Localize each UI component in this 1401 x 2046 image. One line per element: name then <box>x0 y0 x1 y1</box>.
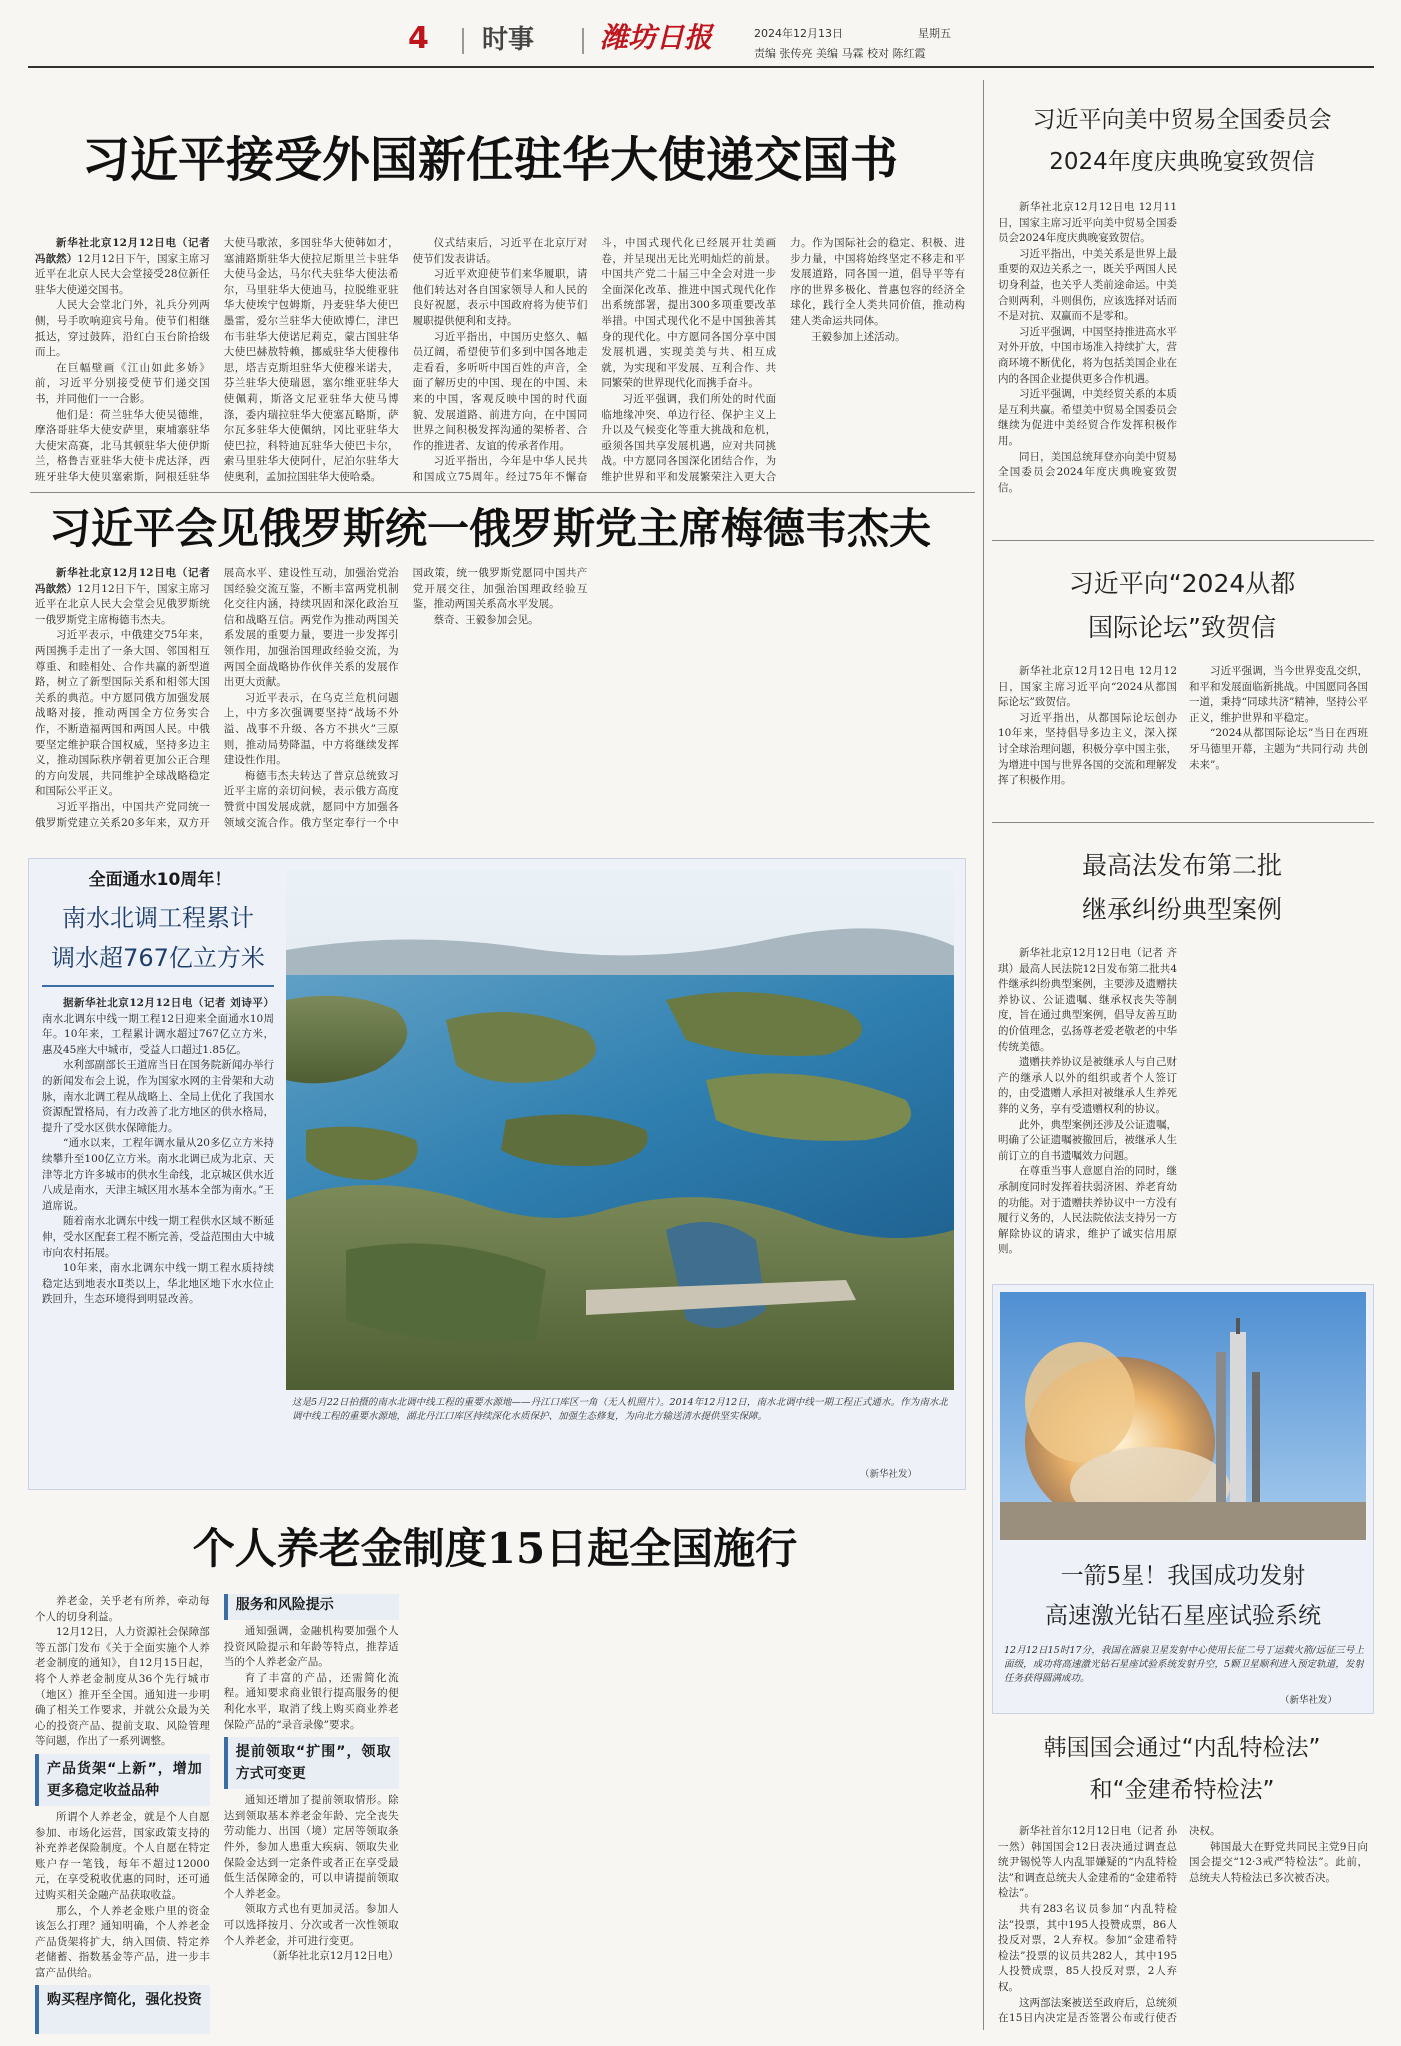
side-headline-2: 继承纠纷典型案例 <box>1081 895 1282 924</box>
dateline: 新华社北京12月12日电（记者 冯歆然） <box>35 567 210 595</box>
paragraph: 习近平指出，从都国际论坛创办10年来，坚持倡导多边主义，深入探讨全球治理问题，积极分享中国主张，为增进中国与世界各国的交流和理解发挥了积极作用。 <box>998 711 1177 787</box>
rocket-credit: （新华社发） <box>1280 1695 1338 1706</box>
paragraph: 共有283名议员参加“内乱特检法”投票，其中195人投赞成票，86人投反对票，2人弃权。参加“金建希特检法”投票的议员共282人，其中195人投赞成票，85人投反对票，2人弃权。 <box>998 1902 1177 1993</box>
paragraph: 新华社北京12月12日电 12月11日，国家主席习近平向美中贸易全国委员会2024年度庆典晚宴致贺信。 <box>998 201 1177 245</box>
paragraph: 新华社首尔12月12日电（记者 孙一然）韩国国会12日表决通过调查总统尹锡悦等人内乱罪嫌疑的“内乱特检法”和调查总统夫人金建希的“金建希特检法”。 <box>998 1825 1177 1900</box>
paragraph: 习近平强调，当今世界变乱交织，和平和发展面临新挑战。中国愿同各国一道，秉持“同球共济”精神，坚持公平正义，维护世界和平稳定。 <box>1189 665 1368 724</box>
side-body <box>998 664 1368 814</box>
header-separator <box>462 28 464 54</box>
paragraph: 通知还增加了提前领取情形。除达到领取基本养老金年龄、完全丧失劳动能力、出国（境）定居等领取条件外，参加人患重大疾病、领取失业保险金达到一定条件或者正在享受最低生活保障金的，可以申请提前领取个人养老金。 <box>223 1794 399 1900</box>
header-separator-2 <box>582 28 584 54</box>
side-headline-2: 和“金建希特检法” <box>1089 1777 1275 1803</box>
article-body <box>35 1594 965 2034</box>
paragraph: 养老金，关乎老有所养，牵动每个人的切身利益。 <box>35 1595 210 1623</box>
feature-body: 据新华社北京12月12日电（记者 刘诗平）南水北调东中线一期工程12日迎来全面通水10周年。10年来，工程累计调水超过767亿立方米，惠及45座大中城市，受益人口超过1.85亿。 水利部副部长王道席当日在国务院新闻办举行的新闻发布会上说，作为国家水网的主骨架和大动脉，南水北调工程从战略上、全局上优化了我国水资源配置格局，有力改善了北方地区的供水格局，提升了受水区供水保障能力。 “通水以来，工程年调水量从20多亿立方米持续攀升至100亿立方米。南水北调已成为北京、天津等北方许多城市的供水生命线，北京城区供水近八成是南水，天津主城区用水基本全部为南水。”王道席说。 随着南水北调东中线一期工程供水区域不断延伸，受水区配套工程不断完善，受益范围由大中城市向农村拓展。 10年来，南水北调东中线一期工程水质持续稳定达到地表水Ⅱ类以上，华北地区地下水水位止跌回升，生态环境得到明显改善。 <box>42 996 274 1480</box>
side-headline-1: 习近平向“2024从都 <box>1068 569 1296 598</box>
page-header <box>0 0 1401 62</box>
paragraph: 新华社北京12月12日电 12月12日，国家主席习近平向“2024从都国际论坛”致贺信。 <box>998 665 1177 709</box>
reservoir-photo <box>286 870 954 1390</box>
side-headline-2: 2024年度庆典晚宴致贺信 <box>1049 149 1315 175</box>
feature-headline-2: 调水超767亿立方米 <box>51 944 265 972</box>
article-headline: 习近平会见俄罗斯统一俄罗斯党主席梅德韦杰夫 <box>48 504 931 553</box>
side-headline-1: 最高法发布第二批 <box>1081 851 1282 880</box>
paragraph: 在尊重当事人意愿自治的同时，继承制度同时发挥着扶弱济困、养老育幼的功能。对于遗赠扶养协议中一方没有履行义务的，人民法院依法支持另一方解除协议的请求，维护了诚实信用原则。 <box>998 1165 1177 1256</box>
side-headline-1: 韩国国会通过“内乱特检法” <box>1043 1735 1321 1761</box>
article-body: 新华社北京12月12日电（记者 冯歆然）12月12日下午，国家主席习近平在北京人民大会堂接受28位新任驻华大使递交国书。 人民大会堂北门外，礼兵分列两侧，号手吹响迎宾号角。使节们相继抵达，穿过鼓阵，沿红白玉台阶拾级而上。 在巨幅壁画《江山如此多娇》前，习近平分别接受使节们递交国书，并同他们一一合影。 他们是：荷兰驻华大使吴德维，摩洛哥驻华大使安萨里，柬埔寨驻华大使宋高赛，北马其顿驻华大使伊斯兰，格鲁吉亚驻华大使卡虎达泽，西班牙驻华大使贝塞索斯，阿根廷驻华大使马歌浓，多国驻华大使韩如才，塞浦路斯驻华大使拉尼斯里兰卡驻华大使马金达，马尔代夫驻华大使法希尔，马里驻华大使迪马，拉脱维亚驻华大使埃宁包姆斯，丹麦驻华大使巴墨雷，爱尔兰驻华大使欧博仁，津巴布韦驻华大使诺尼莉克，蒙古国驻华大使巴赫敖特赖，挪威驻华大使穆伟思，塔吉克斯坦驻华大使穆米诺夫，芬兰驻华大使瑞恩，塞尔维亚驻华大使佩莉，斯洛文尼亚驻华大使马博涤，委内瑞拉驻华大使塞瓦略斯，萨尔瓦多驻华大使佩纳，冈比亚驻华大使巴拉，科特迪瓦驻华大使巴卡尔，索马里驻华大使阿什，尼泊尔驻华大使奥利，孟加拉国驻华大使哈桑。 仪式结束后，习近平在北京厅对使节们发表讲话。 习近平欢迎使节们来华履职，请他们转达对各自国家领导人和人民的良好祝愿，表示中国政府将为使节们履职提供便利和支持。 习近平指出，中国历史悠久、幅员辽阔，希望使节们多到中国各地走走看看，多听听中国百姓的声音，全面了解历史的中国、现在的中国、未来的中国，客观反映中国的时代面貌、发展道路、前进方向，在中国同世界之间积极发挥沟通的架桥者、合作的推进者、友谊的传承者作用。 习近平指出，今年是中华人民共和国成立75周年。经过75年不懈奋斗，中国式现代化已经展开壮美画卷，并呈现出无比光明灿烂的前景。中国共产党二十届三中全会对进一步全面深化改革、推进中国式现代化作出系统部署，提出300多项重要改革举措。中国式现代化不是中国独善其身的现代化。中方愿同各国分享中国发展机遇，实现美美与共、相互成就，为实现和平发展、互利合作、共同繁荣的世界现代化而携手奋斗。 习近平强调，我们所处的时代面临地缘冲突、单边行径、保护主义上升以及气候变化等重大挑战和危机，亟须各国共享发展机遇，应对共同挑战。中方愿同各国深化团结合作，为维护世界和平和发展繁荣注入更大合力。作为国际社会的稳定、积极、进步力量，中国将始终坚定不移走和平发展道路，同各国一道，倡导平等有序的世界多极化、普惠包容的经济全球化，践行全人类共同价值，推动构建人类命运共同体。 王毅参加上述活动。 <box>35 236 965 486</box>
paragraph: 习近平强调，中国坚持推进高水平对外开放，中国市场准入持续扩大，营商环境不断优化，将为包括美国企业在内的各国企业提供更多合作机遇。 <box>998 325 1177 385</box>
paragraph: 这两部法案被送至政府后，总统须在15日内决定是否签署公布或行使否决权。 <box>998 1825 1221 2025</box>
dateline: 新华社北京12月12日电（记者 冯歆然） <box>35 237 210 265</box>
paragraph: 习近平指出，中美关系是世界上最重要的双边关系之一，既关乎两国人民切身利益，也关乎人类前途命运。中美合则两利，斗则俱伤，应该选择对话而不是对抗、双赢而不是零和。 <box>998 247 1177 323</box>
header-rule <box>28 66 1374 68</box>
paragraph: 习近平指出，中国共产党同统一俄罗斯党建立关系20多年来，双方开展高水平、建设性互动，加强治党治国经验交流互鉴，不断丰富两党机制化交往内涵，持续巩固和深化政治互信和战略互信。两党作为推动两国关系发展的重要力量，要进一步发挥引领作用，加强治国理政经验交流，为两国全面战略协作伙伴关系的发展作出更大贡献。 <box>35 567 399 829</box>
side-body <box>998 1824 1368 2034</box>
endnote: （新华社北京12月12日电） <box>266 1950 399 1963</box>
editor-credits: 责编 张传亮 美编 马霖 校对 陈红霞 <box>754 47 926 60</box>
paragraph: 随着南水北调东中线一期工程供水区域不断延伸，受水区配套工程不断完善，受益范围由大中城市向农村拓展。 <box>42 1215 274 1259</box>
divider <box>992 540 1374 541</box>
rocket-caption: 12月12日15时17分，我国在酒泉卫星发射中心使用长征二号丁运载火箭/远征三号上面级，成功将高速激光钻石星座试验系统发射升空，5颗卫星顺利进入预定轨道，发射任务获得圆满成功。 <box>1004 1645 1364 1684</box>
side-body <box>998 946 1368 1276</box>
paragraph: 那么，个人养老金账户里的资金该怎么打理？通知明确，个人养老金产品货架将扩大，纳入国债、特定养老储蓄、指数基金等产品，进一步丰富产品供给。 <box>35 1904 210 1979</box>
feature-headline-1: 南水北调工程累计 <box>62 904 254 932</box>
feature-rule <box>42 985 274 987</box>
paragraph: “2024从都国际论坛”当日在西班牙马德里开幕，主题为“共同行动 共创未来”。 <box>1189 727 1368 771</box>
paragraph: 10年来，南水北调东中线一期工程水质持续稳定达到地表水Ⅱ类以上，华北地区地下水水位止跌回升，生态环境得到明显改善。 <box>42 1262 274 1306</box>
paragraph: 习近平欢迎使节们来华履职，请他们转达对各自国家领导人和人民的良好祝愿，表示中国政府将为使节们履职提供便利和支持。 <box>412 268 588 327</box>
paragraph: 梅德韦杰夫转达了普京总统致习近平主席的亲切问候，表示俄方高度赞赏中国发展成就，愿同中方加强各领域交流合作。俄方坚定奉行一个中国政策，统一俄罗斯党愿同中国共产党开展交往，加强治国理政经验互鉴，推动两国关系高水平发展。 <box>223 567 588 829</box>
article-body: 新华社北京12月12日电（记者 冯歆然）12月12日下午，国家主席习近平在北京人民大会堂会见俄罗斯统一俄罗斯党主席梅德韦杰夫。 习近平表示，中俄建交75年来，两国携手走出了一条大国、邻国相互尊重、和睦相处、合作共赢的新型道路，树立了新型国际关系和相邻大国关系的典范。中方愿同俄方加强发展战略对接，推动两国全方位务实合作，不断造福两国和两国人民。中俄要坚定维护联合国权威，坚持多边主义，推动国际秩序朝着更加公正合理的方向发展，共同维护全球战略稳定和国际公平正义。 习近平指出，中国共产党同统一俄罗斯党建立关系20多年来，双方开展高水平、建设性互动，加强治党治国经验交流互鉴，不断丰富两党机制化交往内涵，持续巩固和深化政治互信和战略互信。两党作为推动两国关系发展的重要力量，要进一步发挥引领作用，加强治国理政经验交流，为两国全面战略协作伙伴关系的发展作出更大贡献。 习近平表示，在乌克兰危机问题上，中方多次强调要坚持“战场不外溢、战事不升级、各方不拱火”三原则，推动局势降温，中方将继续发挥建设性作用。 梅德韦杰夫转达了普京总统致习近平主席的亲切问候，表示俄方高度赞赏中国发展成就，愿同中方加强各领域交流合作。俄方坚定奉行一个中国政策，统一俄罗斯党愿同中国共产党开展交往，加强治国理政经验互鉴，推动两国关系高水平发展。 蔡奇、王毅参加会见。 <box>35 566 965 844</box>
divider <box>30 492 975 493</box>
photo-caption: 这是5月22日拍摄的南水北调中线工程的重要水源地——丹江口库区一角（无人机照片）。2014年12月12日，南水北调中线一期工程正式通水。作为南水北调中线工程的重要水源地，湖北丹江口库区持续深化水质保护、加强生态修复，为向北方输送清水提供坚实保障。 <box>292 1397 948 1422</box>
paragraph: 习近平强调，我们所处的时代面临地缘冲突、单边行径、保护主义上升以及气候变化等重大挑战和危机，亟须各国共享发展机遇，应对共同挑战。中方愿同各国深化团结合作，为维护世界和平和发展繁荣注入更大合力。作为国际社会的稳定、积极、进步力量，中国将始终坚定不移走和平发展道路，同各国一道，倡导平等有序的世界多极化、普惠包容的经济全球化，践行全人类共同价值，推动构建人类命运共同体。 <box>601 237 965 483</box>
paragraph: 习近平强调，中美经贸关系的本质是互利共赢。希望美中贸易全国委员会继续为促进中美经贸合作发挥积极作用。 <box>998 388 1177 447</box>
issue-weekday: 星期五 <box>918 27 951 40</box>
paragraph: 通知强调，金融机构要加强个人投资风险提示和年龄等特点，推荐适当的个人养老金产品。 <box>223 1625 399 1669</box>
paragraph: 在巨幅壁画《江山如此多娇》前，习近平分别接受使节们递交国书，并同他们一一合影。 <box>35 361 210 405</box>
divider <box>992 822 1374 823</box>
side-headline-1: 习近平向美中贸易全国委员会 <box>1032 107 1332 133</box>
paragraph: 蔡奇、王毅参加会见。 <box>433 613 539 626</box>
paragraph: 韩国最大在野党共同民主党9日向国会提交“12·3戒严特检法”。此前，总统夫人特检法已多次被否决。 <box>1189 1840 1368 1884</box>
paragraph: 习近平表示，在乌克兰危机问题上，中方多次强调要坚持“战场不外溢、战事不升级、各方不拱火”三原则，推动局势降温，中方将继续发挥建设性作用。 <box>223 691 399 767</box>
paragraph: 遗赠扶养协议是被继承人与自己财产的继承人以外的组织或者个人签订的，由受遗赠人承担对被继承人生养死葬的义务，享有受遗赠权利的协议。 <box>998 1056 1177 1115</box>
paragraph: 新华社北京12月12日电（记者 齐琪）最高人民法院12日发布第二批共4件继承纠纷典型案例，主要涉及遗赠扶养协议、公证遗嘱、继承权丧失等制度，旨在通过典型案例，倡导友善互助的价值理念，弘扬尊老爱老敬老的中华传统美德。 <box>998 947 1177 1053</box>
paragraph: 人民大会堂北门外，礼兵分列两侧，号手吹响迎宾号角。使节们相继抵达，穿过鼓阵，沿红白玉台阶拾级而上。 <box>35 299 210 359</box>
rocket-launch-image <box>1000 1292 1366 1540</box>
side-headline-2: 国际论坛”致贺信 <box>1088 613 1276 642</box>
kicker: 全面通水10周年！ <box>88 870 232 890</box>
paragraph: “通水以来，工程年调水量从20多亿立方米持续攀升至100亿立方米。南水北调已成为北京、天津等北方许多城市的供水生命线，北京城区供水近八成是南水，天津主城区用水基本全部为南水。”王道席说。 <box>42 1137 274 1212</box>
subheading: 提前领取“扩围”，领取方式可变更 <box>224 1737 399 1789</box>
column-divider <box>983 80 984 2030</box>
rocket-headline-1: 一箭5星！我国成功发射 <box>1060 1563 1306 1589</box>
paragraph: 所谓个人养老金，就是个人自愿参加、市场化运营，国家政策支持的补充养老保险制度。个人自愿在特定账户存一笔钱，每年不超过12000元，在享受税收优惠的同时，还可通过购买相关金融产品获取收益。 <box>35 1810 210 1901</box>
paragraph: 习近平表示，中俄建交75年来，两国携手走出了一条大国、邻国相互尊重、和睦相处、合作共赢的新型道路，树立了新型国际关系和相邻大国关系的典范。中方愿同俄方加强发展战略对接，推动两国全方位务实合作，不断造福两国和两国人民。中俄要坚定维护联合国权威，坚持多边主义，推动国际秩序朝着更加公正合理的方向发展，共同维护全球战略稳定和国际公平正义。 <box>35 629 210 798</box>
masthead-logo: 潍坊日报 <box>600 21 713 54</box>
article-headline: 习近平接受外国新任驻华大使递交国书 <box>81 132 898 188</box>
aerial-reservoir-image <box>286 870 954 1390</box>
paragraph: 王毅参加上述活动。 <box>811 330 906 343</box>
paragraph: 此外，典型案例还涉及公证遗嘱，明确了公证遗嘱被撤回后，被继承人生前订立的自书遗嘱效力问题。 <box>998 1118 1177 1162</box>
paragraph: 12月12日，人力资源社会保障部等五部门发布《关于全面实施个人养老金制度的通知》，自12月15日起，将个人养老金制度从36个先行城市（地区）推开至全国。通知进一步明确了相关工作要求，并就公众最为关心的投资产品、提前支取、风险管理等问题，作出了一系列调整。 <box>35 1626 210 1748</box>
page-number: 4 <box>408 22 429 56</box>
rocket-photo <box>1000 1292 1366 1540</box>
paragraph: 同日，美国总统拜登亦向美中贸易全国委员会2024年度庆典晚宴致贺信。 <box>998 450 1177 494</box>
side-body <box>998 200 1368 534</box>
paragraph: 他们是：荷兰驻华大使吴德维，摩洛哥驻华大使安萨里，柬埔寨驻华大使宋高赛，北马其顿驻华大使伊斯兰，格鲁吉亚驻华大使卡虎达泽，西班牙驻华大使贝塞索斯，阿根廷驻华大使马歌浓，多国驻华大使韩如才，塞浦路斯驻华大使拉尼斯里兰卡驻华大使马金达，马尔代夫驻华大使法希尔，马里驻华大使迪马，拉脱维亚驻华大使埃宁包姆斯，丹麦驻华大使巴墨雷，爱尔兰驻华大使欧博仁，津巴布韦驻华大使诺尼莉克，蒙古国驻华大使巴赫敖特赖，挪威驻华大使穆伟思，塔吉克斯坦驻华大使穆米诺夫，芬兰驻华大使瑞恩，塞尔维亚驻华大使佩莉，斯洛文尼亚驻华大使马博涤，委内瑞拉驻华大使塞瓦略斯，萨尔瓦多驻华大使佩纳，冈比亚驻华大使巴拉，科特迪瓦驻华大使巴卡尔，索马里驻华大使阿什，尼泊尔驻华大使奥利，孟加拉国驻华大使哈桑。 <box>35 237 399 483</box>
paragraph: 水利部副部长王道席当日在国务院新闻办举行的新闻发布会上说，作为国家水网的主骨架和大动脉，南水北调工程从战略上、全局上优化了我国水资源配置格局，有力改善了北方地区的供水格局，提升了受水区供水保障能力。 <box>42 1059 274 1134</box>
paragraph: 习近平指出，中国历史悠久、幅员辽阔，希望使节们多到中国各地走走看看，多听听中国百姓的声音，全面了解历史的中国、现在的中国、未来的中国，客观反映中国的时代面貌、发展道路、前进方向，在中国同世界之间积极发挥沟通的架桥者、合作的推进者、友谊的传承者作用。 <box>412 330 588 452</box>
paragraph: 仪式结束后，习近平在北京厅对使节们发表讲话。 <box>412 237 588 265</box>
paragraph: 育了丰富的产品，还需简化流程。通知要求商业银行提高服务的便利化水平，取消了线上购买商业养老保险产品的“录音录像”要求。 <box>223 1671 399 1731</box>
photo-credit: （新华社发） <box>860 1469 918 1480</box>
paragraph: 领取方式也有更加灵活。参加人可以选择按月、分次或者一次性领取个人养老金，并可进行变更。 <box>223 1903 399 1947</box>
paragraph: 习近平指出，今年是中华人民共和国成立75周年。经过75年不懈奋斗，中国式现代化已经展开壮美画卷，并呈现出无比光明灿烂的前景。中国共产党二十届三中全会对进一步全面深化改革、推进中国式现代化作出系统部署，提出300多项重要改革举措。中国式现代化不是中国独善其身的现代化。中方愿同各国分享中国发展机遇，实现美美与共、相互成就，为实现和平发展、互利合作、共同繁荣的世界现代化而携手奋斗。 <box>412 237 777 483</box>
subheading: 购买程序简化，强化投资服务和风险提示 <box>35 1594 399 2034</box>
rocket-headline-2: 高速激光钻石星座试验系统 <box>1045 1603 1321 1629</box>
article-headline: 个人养老金制度15日起全国施行 <box>192 1524 798 1573</box>
dateline: 据新华社北京12月12日电（记者 刘诗平） <box>63 997 274 1009</box>
subheading: 产品货架“上新”，增加更多稳定收益品种 <box>35 1754 210 1806</box>
section-name: 时事 <box>482 25 535 55</box>
issue-date: 2024年12月13日 <box>754 27 843 40</box>
